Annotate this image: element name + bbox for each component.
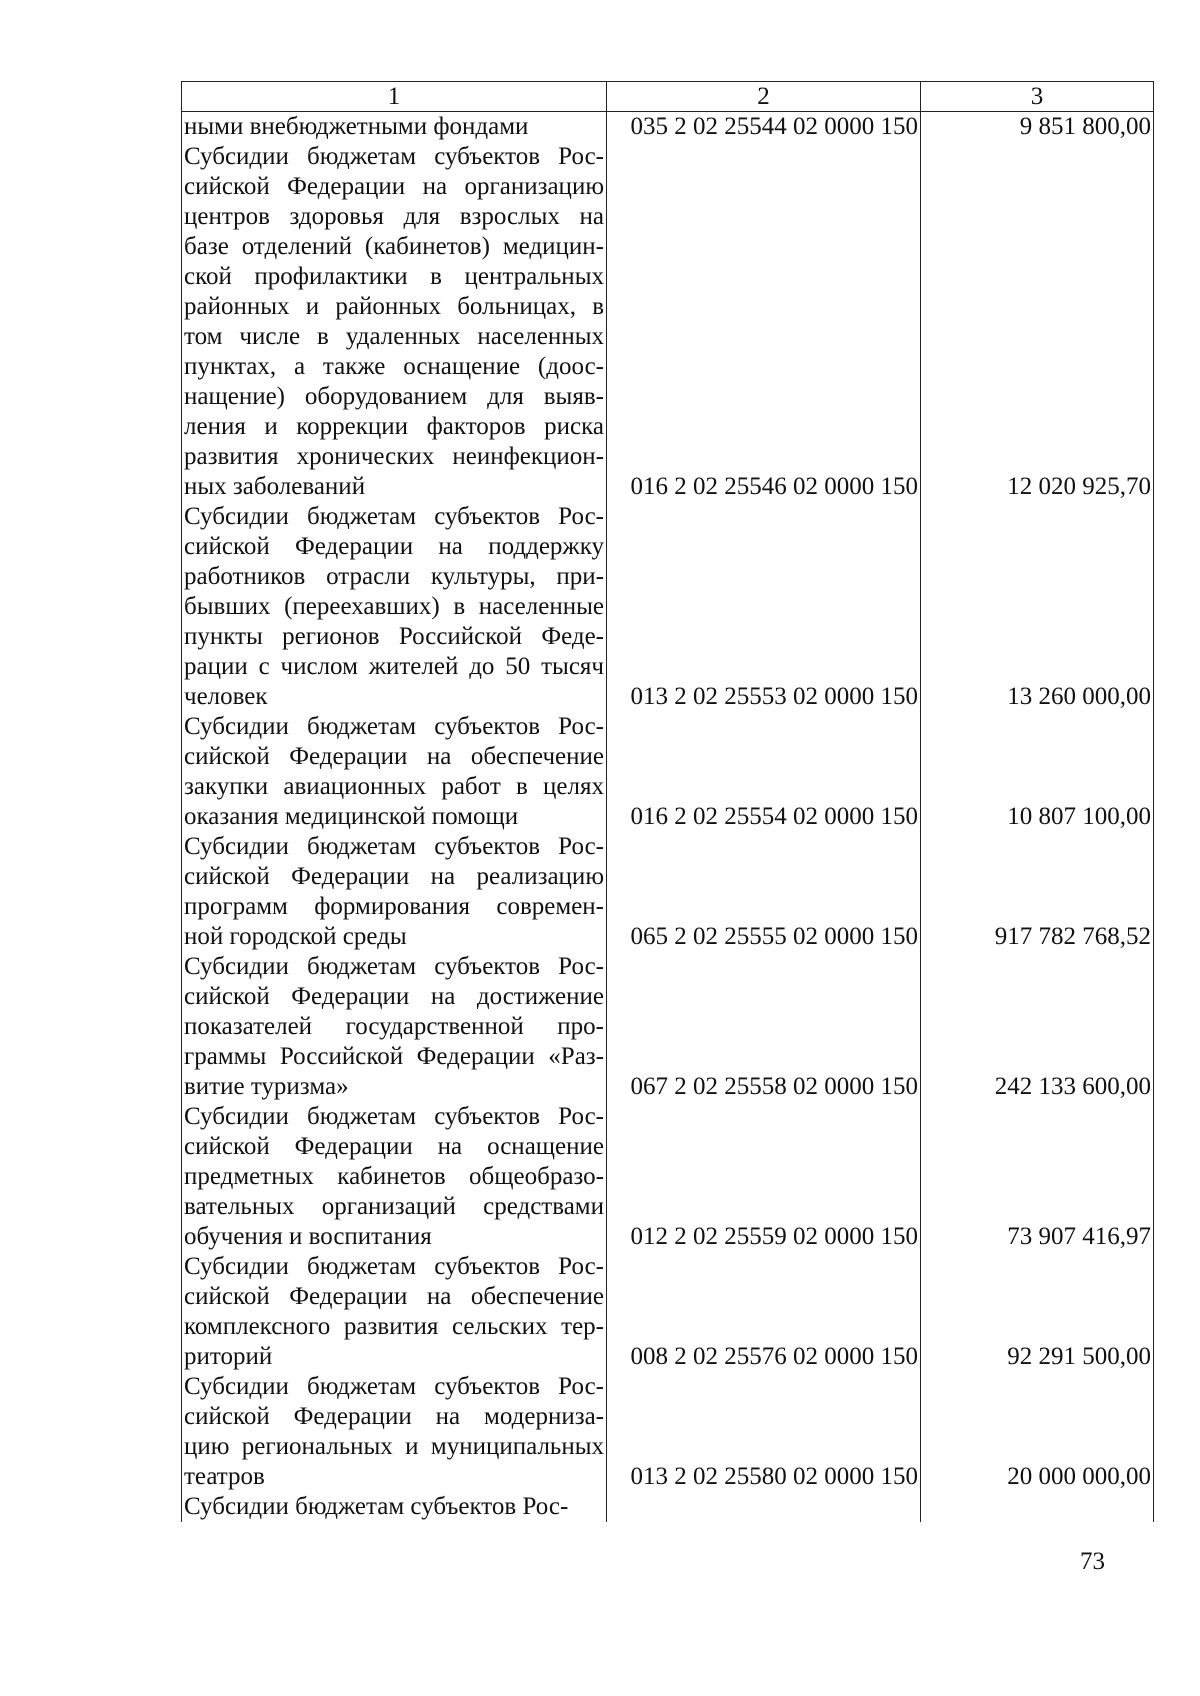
description-line: сийской Федерации на обеспечение [184,1283,604,1310]
description-line: витие туризма» [184,1073,349,1100]
budget-table [181,81,1154,1522]
row-description [182,712,607,832]
column-header-2: 2 [607,82,921,112]
description-line: работников отрасли культуры, при- [184,563,604,590]
table-row [182,712,1154,832]
table-row [182,952,1154,1102]
description-line: Субсидии бюджетам субъектов Рос- [184,503,604,530]
description-line: обучения и воспитания [184,1223,432,1250]
amount [921,1492,1154,1522]
description-line: сийской Федерации на модерниза- [184,1403,604,1430]
description-line: вательных организаций средствами [184,1193,604,1220]
description-line: развития хронических неинфекцион- [184,443,604,470]
description-line: Субсидии бюджетам субъектов Рос- [184,1493,569,1520]
table-row [182,1102,1154,1252]
description-line: Субсидии бюджетам субъектов Рос- [184,1373,604,1400]
description-line: нащение) оборудованием для выяв- [184,383,604,410]
budget-code: 067 2 02 25558 02 0000 150 [607,952,921,1102]
row-description [182,1492,607,1522]
description-line: бывших (переехавших) в населенные [184,593,604,620]
description-line: сийской Федерации на оснащение [184,1133,604,1160]
amount: 9 851 800,00 [921,112,1154,143]
description-line: сийской Федерации на организацию [184,173,604,200]
description-line: театров [184,1463,265,1490]
amount: 13 260 000,00 [921,502,1154,712]
description-line: оказания медицинской помощи [184,803,519,830]
description-line: том числе в удаленных населенных [184,323,604,350]
description-line: граммы Российской Федерации «Раз- [184,1043,604,1070]
amount: 10 807 100,00 [921,712,1154,832]
page-number: 73 [1080,1548,1105,1575]
table-row [182,142,1154,502]
row-description [182,1372,607,1492]
column-header-1: 1 [182,82,607,112]
description-line: Субсидии бюджетам субъектов Рос- [184,713,604,740]
description-line: Субсидии бюджетам субъектов Рос- [184,143,604,170]
budget-code: 008 2 02 25576 02 0000 150 [607,1252,921,1372]
row-description [182,112,607,143]
budget-code: 012 2 02 25559 02 0000 150 [607,1102,921,1252]
description-line: комплексного развития сельских тер- [184,1313,604,1340]
description-line: сийской Федерации на поддержку [184,533,604,560]
description-line: ления и коррекции факторов риска [184,413,604,440]
description-line: пунктах, а также оснащение (доос- [184,353,604,380]
amount: 242 133 600,00 [921,952,1154,1102]
column-header-3: 3 [921,82,1154,112]
description-line: ных заболеваний [184,473,366,500]
description-line: программ формирования современ- [184,893,604,920]
budget-code: 013 2 02 25553 02 0000 150 [607,502,921,712]
row-description [182,1102,607,1252]
description-line: ской профилактики в центральных [184,263,604,290]
budget-code: 016 2 02 25554 02 0000 150 [607,712,921,832]
header-row [182,82,1154,112]
description-line: Субсидии бюджетам субъектов Рос- [184,1103,604,1130]
budget-code: 013 2 02 25580 02 0000 150 [607,1372,921,1492]
budget-code: 035 2 02 25544 02 0000 150 [607,112,921,143]
description-line: районных и районных больницах, в [184,293,604,320]
description-line: центров здоровья для взрослых на [184,203,604,230]
description-line: рации с числом жителей до 50 тысяч [184,653,604,680]
description-line: показателей государственной про- [184,1013,604,1040]
amount: 20 000 000,00 [921,1372,1154,1492]
description-line: Субсидии бюджетам субъектов Рос- [184,953,604,980]
table-body [182,112,1154,1523]
description-line: ной городской среды [184,923,407,950]
table-row [182,1252,1154,1372]
row-description [182,502,607,712]
table-row [182,112,1154,143]
amount: 73 907 416,97 [921,1102,1154,1252]
description-line: сийской Федерации на достижение [184,983,604,1010]
amount: 12 020 925,70 [921,142,1154,502]
description-line: предметных кабинетов общеобразо- [184,1163,604,1190]
description-line: риторий [184,1343,273,1370]
amount: 92 291 500,00 [921,1252,1154,1372]
description-line: человек [184,683,268,710]
budget-code: 065 2 02 25555 02 0000 150 [607,832,921,952]
description-line: закупки авиационных работ в целях [184,773,604,800]
amount: 917 782 768,52 [921,832,1154,952]
budget-code: 016 2 02 25546 02 0000 150 [607,142,921,502]
row-description [182,832,607,952]
description-line: цию региональных и муниципальных [184,1433,604,1460]
description-line: базе отделений (кабинетов) медицин- [184,233,604,260]
row-description [182,142,607,502]
table-row [182,832,1154,952]
row-description [182,952,607,1102]
description-line: сийской Федерации на реализацию [184,863,604,890]
table-row [182,502,1154,712]
table-row [182,1372,1154,1492]
table-header [182,82,1154,112]
budget-code [607,1492,921,1522]
description-line: Субсидии бюджетам субъектов Рос- [184,833,604,860]
row-description [182,1252,607,1372]
description-line: пункты регионов Российской Феде- [184,623,604,650]
description-line: Субсидии бюджетам субъектов Рос- [184,1253,604,1280]
description-line: ными внебюджетными фондами [184,113,529,140]
description-line: сийской Федерации на обеспечение [184,743,604,770]
table-row [182,1492,1154,1522]
